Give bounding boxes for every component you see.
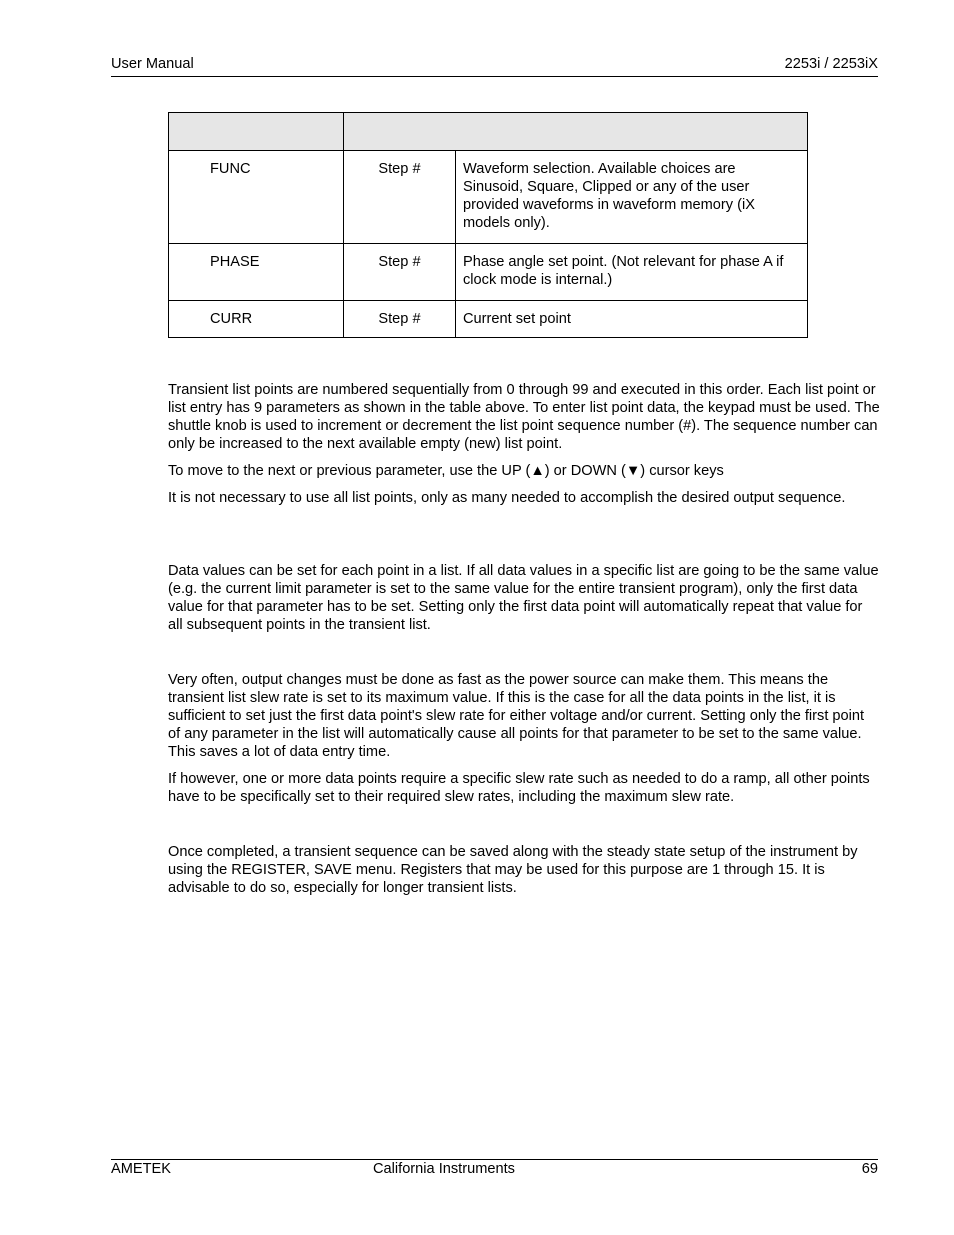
paragraph-saving: Once completed, a transient sequence can be saved along with the steady state setup of the instrument by using the REGISTER, SAVE menu. Registers that may be used for this purpose are 1 through 15. It is advisable to do so, especially for longer transient lists. <box>168 844 858 897</box>
table-row <box>169 244 808 301</box>
table-header-cell <box>169 113 344 151</box>
parameter-name: FUNC <box>169 151 344 244</box>
paragraph-list-points: It is not necessary to use all list points, only as many needed to accomplish the desired output sequence. <box>168 490 846 506</box>
header-model: 2253i / 2253iX <box>784 56 878 72</box>
parameter-table <box>168 112 808 338</box>
page-number: 69 <box>861 1161 878 1177</box>
parameter-description: Waveform selection. Available choices are Sinusoid, Square, Clipped or any of the user provided waveforms in waveform memory (iX models only). <box>456 151 808 244</box>
parameter-name: PHASE <box>169 244 344 301</box>
paragraph-list-numbering: Transient list points are numbered sequentially from 0 through 99 and executed in this order. Each list point or list entry has 9 parameters as shown in the table above. To enter list point data, the keypad must be used. The shuttle knob is used to increment or decrement the list point sequence number (#). The sequence number can only be increased to the next available empty (new) list point. <box>168 382 880 453</box>
table-row <box>169 151 808 244</box>
parameter-name: CURR <box>169 301 344 338</box>
paragraph-slew-rate: Very often, output changes must be done as fast as the power source can make them. This means the transient list slew rate is set to its maximum value. If this is the case for all the data points in the list, it is sufficient to set just the first data point's slew rate for either voltage and/or current. Setting only the first point of any parameter in the list will automatically cause all points for that parameter to be set to the same value. This saves a lot of data entry time. <box>168 672 865 761</box>
header-title: User Manual <box>111 56 194 72</box>
footer-company: AMETEK <box>111 1161 172 1177</box>
footer-divider <box>111 1159 878 1160</box>
table-row <box>169 301 808 338</box>
paragraph-specific-slew: If however, one or more data points require a specific slew rate such as needed to do a ramp, all other points have to be specifically set to their required slew rates, including the maximum slew rate. <box>168 771 870 806</box>
page-footer <box>111 1161 878 1181</box>
paragraph-cursor-keys: To move to the next or previous parameter, use the UP (▲) or DOWN (▼) cursor keys <box>168 463 724 479</box>
parameter-step: Step # <box>344 151 456 244</box>
table-header-cell <box>344 113 808 151</box>
footer-division: California Instruments <box>373 1161 515 1177</box>
paragraph-data-values: Data values can be set for each point in a list. If all data values in a specific list are going to be the same value (e.g. the current limit parameter is set to the same value for the entire transient program), only the first data value for that parameter has to be set. Setting only the first data point will automatically repeat that value for all subsequent points in the transient list. <box>168 563 879 634</box>
parameter-step: Step # <box>344 244 456 301</box>
parameter-description: Current set point <box>456 301 808 338</box>
parameter-step: Step # <box>344 301 456 338</box>
parameter-description: Phase angle set point. (Not relevant for phase A if clock mode is internal.) <box>456 244 808 301</box>
page-header <box>111 56 878 76</box>
header-divider <box>111 76 878 77</box>
table-header-row <box>169 113 808 151</box>
